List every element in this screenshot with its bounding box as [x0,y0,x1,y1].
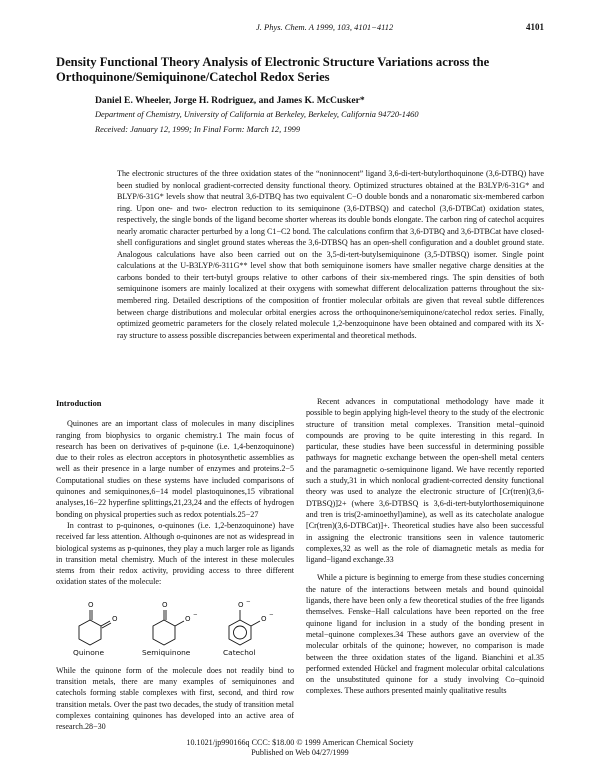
label-quinone: Quinone [73,647,104,657]
right-column [306,396,544,697]
catechol-ring [229,620,251,645]
section-heading: Introduction [56,399,102,408]
label-semiquinone: Semiquinone [142,647,191,657]
author-list: Daniel E. Wheeler, Jorge H. Rodriguez, and James K. McCusker* [95,95,365,106]
svg-text:O: O [261,614,267,623]
semiquinone-ring [153,620,175,645]
publication-date: Published on Web 04/27/1999 [251,748,349,757]
right-paragraph-1: Recent advances in computational methodology have made it possible to begin applying high-level theory to the study of the electronic structure of transition metal complexes. Transition metal−quinoid compounds are proving to be quite interesting in this regard. In particular, these studies have been successful in determining possible pathways for magnetic exchange between the open-shell metal centers and the paramagnetic o-semiquinone ligand. We have recently reported such a study,31 in which nonlocal gradient-corrected density functional theory was used to analyze the electronic structure of [Cr(tren)(3,6-DTBSQ)]2+ (where 3,6-DTBSQ is 3,6-di-tert-butylorthosemiquinone and tren is tris(2-aminoethyl)amine), as well as its catecholate analogue [Cr(tren)(3,6-DTBCat)]+. Theoretical studies have also been successful in assigning the electronic transitions seen in valence tautomeric complexes,32 as well as the role of diamagnetic metals as media for ligand−ligand exchange.33 [306,397,544,565]
page-footer [0,738,600,758]
running-header [0,22,600,36]
abstract: The electronic structures of the three oxidation states of the “noninnocent” ligand 3,6-di-tert-butylorthoquinone (3,6-DTBQ) have been studied by nonlocal gradient-corrected density functional theory. Optimized structures obtained at the B3LYP/6-31G* and BLYP/6-31G* levels show that neutral 3,6-DTBQ has two equivalent C−O double bonds and a nonaromatic six-membered carbon ring. Upon one- and two- electron reduction to its semiquinone (3,6-DTBSQ) and catechol (3,6-DTBCat) oxidation states, respectively, the single bonds of the ligand become shorter whereas its double bonds elongate. The carbon ring of catechol acquires nearly aromatic character perturbed by a long C1−C2 bond. The calculations confirm that 3,6-DTBQ and 3,6-DTBCat have closed-shell configurations and singlet ground states whereas the 3,6-DTBSQ has an open-shell configuration and a doublet ground state. Analogous calculations have also been carried out on the 3,5-di-tert-butylsemiquinone (3,5-DTBSQ) isomer. Single point calculations at the U-B3LYP/6-311G** level show that both semiquinone isomers have smaller negative charge densities at the carbons bonded to their tert-butyl groups relative to other carbons of their six-membered rings. The spin densities of both semiquinone isomers are mainly localized at their oxygens with somewhat different delocalization patterns throughout the six-membered ring. Detailed descriptions of the composition of frontier molecular orbitals are given that reveal subtle differences between charge distributions and molecular orbital energies across the orthoquinone/semiquinone/catechol redox series. Finally, optimized geometric parameters for the closely related molecule 1,2-benzoquinone have been obtained and compared with its X-ray structure to assess possible discrepancies between experimental and theoretical methods. [117,169,544,340]
article-title: Density Functional Theory Analysis of Electronic Structure Variations across the Orthoquinone/Semiquinone/Catechol Redox Series [56,55,490,84]
svg-text:−: − [193,611,198,618]
affiliation: Department of Chemistry, University of California at Berkeley, Berkeley, California 94720-1460 [95,110,419,119]
intro-paragraph-3: While the quinone form of the molecule does not readily bind to transition metals, there are many examples of semiquinones and catechols forming stable complexes with first, second, and third row transition metals. Over the past two decades, the study of transition metal complexes containing quinones has developed into an active area of research.28−30 [56,665,294,732]
received-dates: Received: January 12, 1999; In Final Form: March 12, 1999 [95,125,301,134]
svg-text:−: − [246,598,251,605]
intro-paragraph-2: In contrast to p-quinones, o-quinones (i.e. 1,2-benzoquinone) have received far less attention. Although o-quinones are not as widespread in biological systems as p-quinones, they play a much larger role as ligands in transition metal chemistry. Much of the interest in these molecules stems from their redox activity, providing access to three different oxidation states of the molecule: [56,520,294,587]
svg-text:O: O [112,614,118,623]
doi-line: 10.1021/jp990166q CCC: $18.00 © 1999 American Chemical Society [186,738,414,747]
journal-citation: J. Phys. Chem. A 1999, 103, 4101−4112 [256,22,394,32]
svg-text:O: O [162,600,168,609]
redox-series-figure [56,592,294,662]
svg-text:−: − [269,611,274,618]
svg-text:O: O [238,600,244,609]
label-catechol: Catechol [223,647,256,657]
intro-paragraph-1: Quinones are an important class of molecules in many disciplines ranging from biophysics to organic chemistry.1 The main focus of research has been on derivatives of p-quinone (i.e. 1,4-benzoquinone) due to their roles as electron acceptors in photosynthetic assemblies as well as their presence in a large number of enzymes and proteins.2−5 Computational studies on these systems have included comparisons of quinones and semiquinones,6−14 model plastoquinones,15 vibrational analyses,16−22 hyperfine splittings,21,23,24 and the effects of hydrogen bonding on physical properties such as redox potentials.25−27 [56,419,294,519]
svg-text:O: O [185,614,191,623]
svg-text:O: O [88,600,94,609]
quinone-ring [79,620,101,645]
right-paragraph-2: While a picture is beginning to emerge from these studies concerning the nature of the interactions between metals and bound quinoidal ligands, there have been only a few theoretical studies of the free ligands themselves. Fenske−Hall calculations have been reported on the free quinone ligand for inclusion in a study of the bonding present in metal−quinone complexes.34 These authors gave an overview of the molecular orbitals of the quinone; however, no comparison is made between the three oxidation states of the ligand. Bianchini et al.35 performed extended Hückel and fragment molecular orbital calculations on the unsubstituted quinone for a study involving Co−quinoid complexes. These authors presented mainly qualitative results [306,573,544,696]
page-number: 4101 [526,22,544,32]
left-column [56,398,294,733]
